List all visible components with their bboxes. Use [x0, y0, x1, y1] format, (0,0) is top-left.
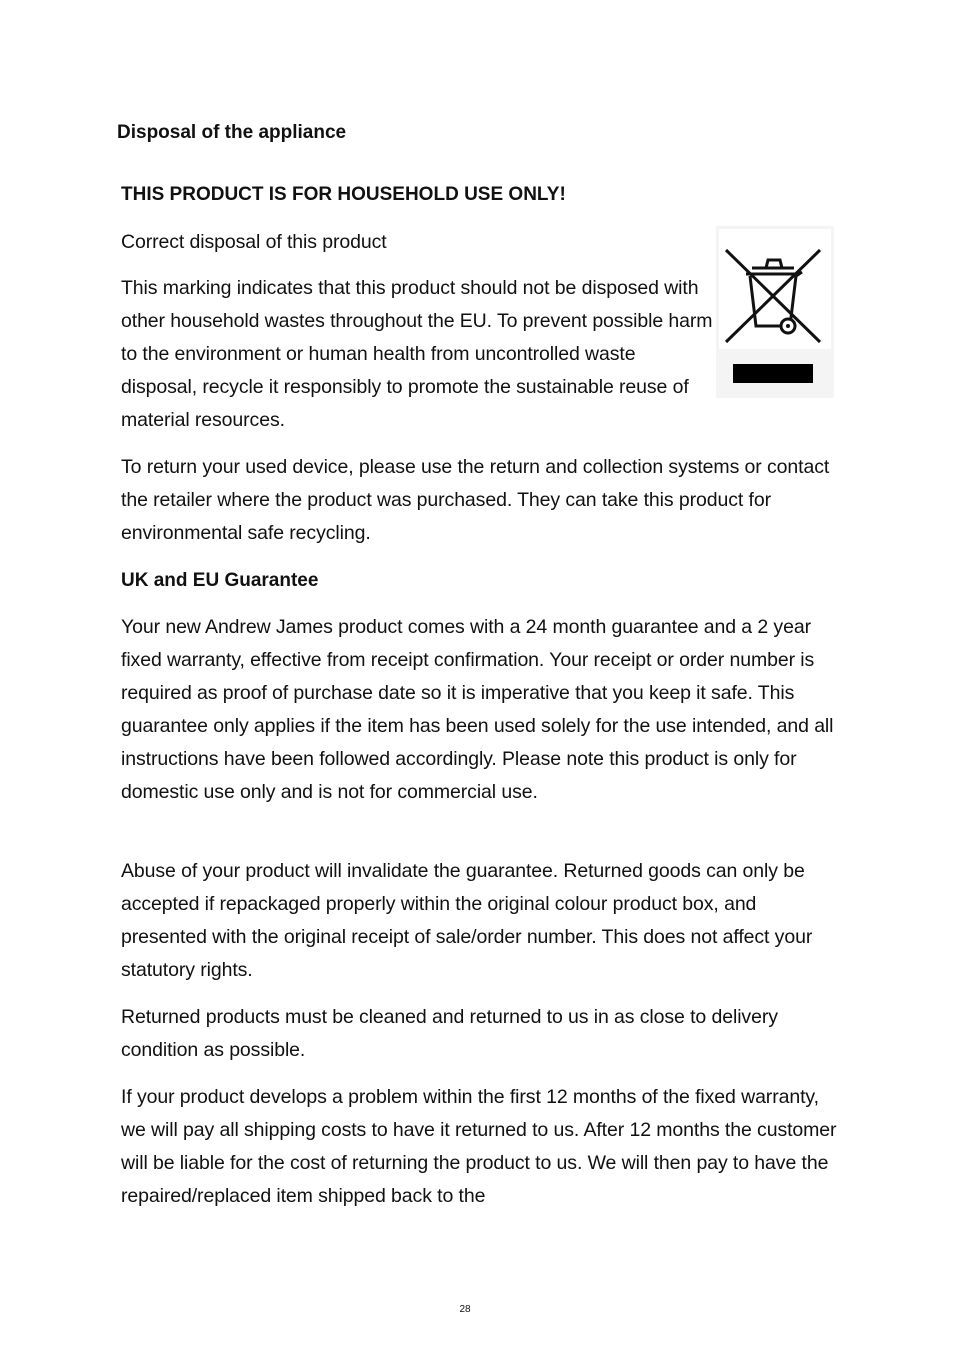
abuse-paragraph: Abuse of your product will invalidate the guarantee. Returned goods can only be accepted if repackaged properly within the original colour product box, and presented with the original receipt of sale/order number. This does not affect your statutory rights. — [121, 860, 813, 981]
return-paragraph: To return your used device, please use the return and collection systems or contact the retailer where the product was purchased. They can take this product for environmental safe recycling. — [121, 456, 830, 544]
page-number: 28 — [459, 1304, 471, 1315]
correct-disposal-heading: Correct disposal of this product — [121, 231, 387, 253]
guarantee-heading: UK and EU Guarantee — [121, 570, 319, 591]
household-notice: THIS PRODUCT IS FOR HOUSEHOLD USE ONLY! — [121, 184, 566, 205]
section-title: Disposal of the appliance — [117, 122, 347, 143]
crossed-out-wheelie-bin-icon — [716, 226, 834, 398]
cleaning-paragraph: Returned products must be cleaned and returned to us in as close to delivery condition as possible. — [121, 1006, 778, 1061]
marking-paragraph: This marking indicates that this product should not be disposed with other household wastes throughout the EU. To prevent possible harm to the environment or human health from uncontrolled waste disposal, recycle it responsibly to promote the sustainable reuse of material resources. — [121, 277, 713, 431]
guarantee-paragraph: Your new Andrew James product comes with a 24 month guarantee and a 2 year fixed warranty, effective from receipt confirmation. Your receipt or order number is required as proof of purchase date so it is imperative that you keep it safe. This guarantee only applies if the item has been used solely for the use intended, and all instructions have been followed accordingly. Please note this product is only for domestic use only and is not for commercial use. — [121, 616, 834, 803]
shipping-paragraph: If your product develops a problem within the first 12 months of the fixed warranty, we will pay all shipping costs to have it returned to us. After 12 months the customer will be liable for the cost of returning the product to us. We will then pay to have the repaired/replaced item shipped back to the — [121, 1086, 837, 1207]
